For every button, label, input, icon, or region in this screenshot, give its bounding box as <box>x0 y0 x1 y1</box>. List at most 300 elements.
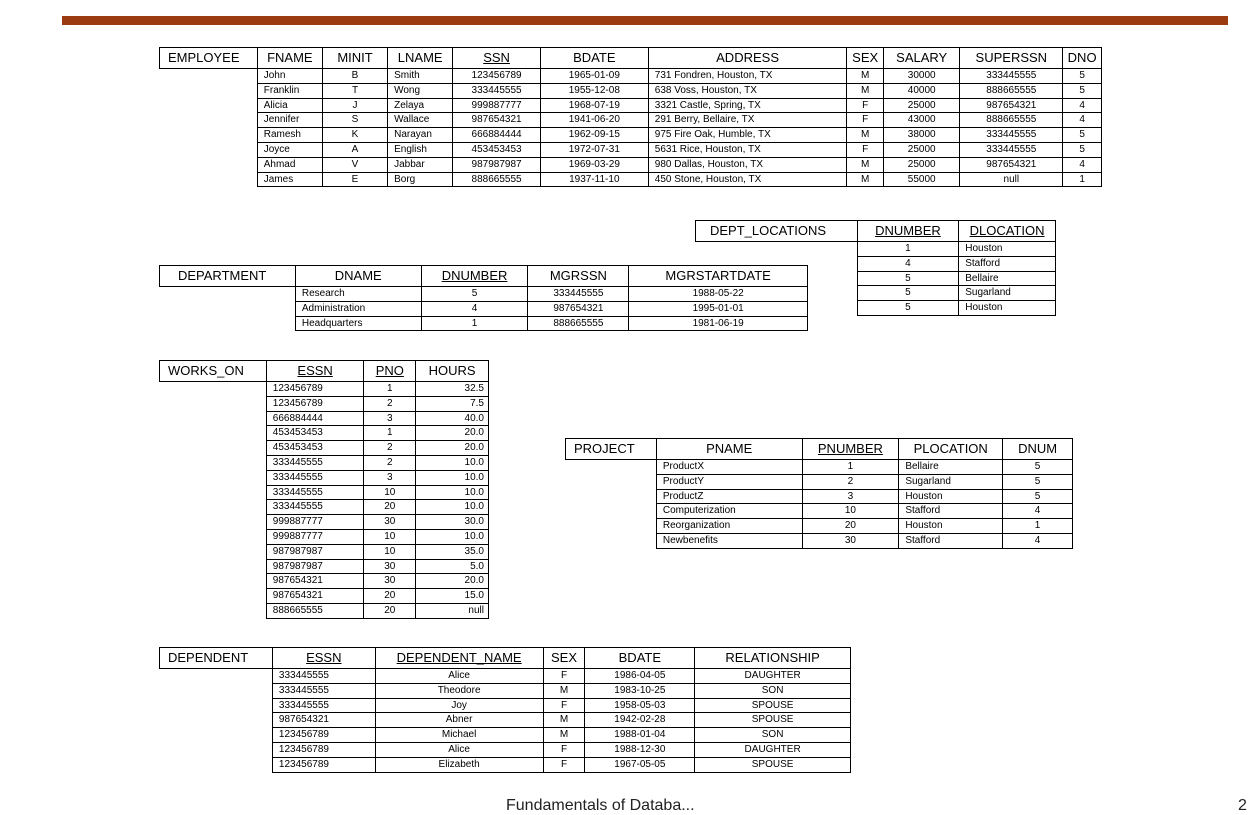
column-header-key: DLOCATION <box>959 221 1056 242</box>
works-on-rows <box>160 382 489 619</box>
table-cell: 731 Fondren, Houston, TX <box>648 69 847 84</box>
table-cell: 4 <box>1003 504 1073 519</box>
table-cell: F <box>847 98 884 113</box>
table-cell: 333445555 <box>266 485 364 500</box>
table-row <box>566 489 1073 504</box>
table-cell: 1983-10-25 <box>585 683 695 698</box>
table-cell: 10 <box>364 544 416 559</box>
column-header-key: SSN <box>453 48 541 69</box>
table-cell: Houston <box>899 489 1003 504</box>
table-cell: M <box>847 172 884 187</box>
table-cell: 2 <box>364 396 416 411</box>
project-table <box>565 438 1073 549</box>
table-cell: Theodore <box>375 683 543 698</box>
row-spacer <box>160 713 273 728</box>
table-row <box>160 382 489 397</box>
column-header: DNUM <box>1003 439 1073 460</box>
table-cell: 888665555 <box>453 172 541 187</box>
table-cell: 638 Voss, Houston, TX <box>648 83 847 98</box>
table-row <box>160 142 1102 157</box>
row-spacer <box>160 574 267 589</box>
table-cell: DAUGHTER <box>695 669 851 684</box>
table-row <box>160 559 489 574</box>
table-cell: K <box>322 128 387 143</box>
table-cell: 1958-05-03 <box>585 698 695 713</box>
table-cell: ProductZ <box>656 489 802 504</box>
department-rows <box>160 287 808 331</box>
table-cell: 999887777 <box>453 98 541 113</box>
table-row <box>160 485 489 500</box>
page-number: 2 <box>1238 797 1247 814</box>
table-cell: F <box>543 757 585 772</box>
row-spacer <box>160 113 258 128</box>
table-cell: B <box>322 69 387 84</box>
table-cell: Stafford <box>899 533 1003 548</box>
table-cell: M <box>847 157 884 172</box>
table-row <box>160 470 489 485</box>
table-cell: SPOUSE <box>695 698 851 713</box>
table-cell: 333445555 <box>960 69 1063 84</box>
row-spacer <box>566 504 657 519</box>
table-cell: 5 <box>1063 142 1102 157</box>
table-cell: T <box>322 83 387 98</box>
table-cell: 333445555 <box>528 287 629 302</box>
column-header-key: ESSN <box>266 361 364 382</box>
employee-table <box>159 47 1102 187</box>
table-cell: SON <box>695 728 851 743</box>
table-cell: 4 <box>1063 98 1102 113</box>
table-cell: 1967-05-05 <box>585 757 695 772</box>
table-cell: A <box>322 142 387 157</box>
table-cell: M <box>543 683 585 698</box>
row-spacer <box>160 470 267 485</box>
row-spacer <box>160 441 267 456</box>
dependent-rows <box>160 669 851 773</box>
row-spacer <box>160 529 267 544</box>
table-cell: Alice <box>375 669 543 684</box>
row-spacer <box>160 485 267 500</box>
dependent-table <box>159 647 851 773</box>
table-cell: 5 <box>1003 460 1073 475</box>
table-cell: V <box>322 157 387 172</box>
table-cell: Zelaya <box>388 98 453 113</box>
table-cell: 888665555 <box>528 316 629 331</box>
table-cell: 333445555 <box>266 500 364 515</box>
table-cell: 2 <box>364 441 416 456</box>
table-cell: 975 Fire Oak, Humble, TX <box>648 128 847 143</box>
table-cell: Computerization <box>656 504 802 519</box>
table-cell: 1972-07-31 <box>540 142 648 157</box>
column-header: DNAME <box>295 266 421 287</box>
table-cell: 30 <box>364 515 416 530</box>
row-spacer <box>160 142 258 157</box>
table-row <box>160 113 1102 128</box>
table-cell: 333445555 <box>272 698 375 713</box>
table-cell: 7.5 <box>416 396 489 411</box>
column-header-key: DNUMBER <box>857 221 959 242</box>
table-cell: Ahmad <box>257 157 322 172</box>
table-cell: 20 <box>364 500 416 515</box>
table-cell: 5 <box>421 287 528 302</box>
table-cell: 333445555 <box>272 683 375 698</box>
table-row <box>696 242 1056 257</box>
table-cell: Elizabeth <box>375 757 543 772</box>
table-cell: Franklin <box>257 83 322 98</box>
table-cell: 987654321 <box>960 157 1063 172</box>
row-spacer <box>160 411 267 426</box>
table-row <box>160 69 1102 84</box>
row-spacer <box>160 128 258 143</box>
table-cell: 40000 <box>884 83 960 98</box>
table-cell: Stafford <box>959 256 1056 271</box>
table-cell: 10.0 <box>416 500 489 515</box>
table-cell: 20.0 <box>416 426 489 441</box>
table-cell: Houston <box>959 242 1056 257</box>
table-row <box>160 396 489 411</box>
table-cell: 123456789 <box>272 728 375 743</box>
column-header-key: DEPENDENT_NAME <box>375 648 543 669</box>
table-cell: M <box>847 83 884 98</box>
row-spacer <box>160 98 258 113</box>
table-cell: 1942-02-28 <box>585 713 695 728</box>
table-cell: 10 <box>802 504 899 519</box>
project-rows <box>566 460 1073 549</box>
table-cell: SON <box>695 683 851 698</box>
column-header-key: DNUMBER <box>421 266 528 287</box>
table-cell: null <box>960 172 1063 187</box>
table-cell: 30 <box>364 559 416 574</box>
table-cell: 3 <box>364 470 416 485</box>
table-cell: Jabbar <box>388 157 453 172</box>
relation-name: DEPARTMENT <box>160 266 296 287</box>
table-cell: 20.0 <box>416 574 489 589</box>
row-spacer <box>160 500 267 515</box>
table-row <box>160 426 489 441</box>
row-spacer <box>566 519 657 534</box>
row-spacer <box>160 603 267 618</box>
table-cell: 123456789 <box>453 69 541 84</box>
table-cell: 4 <box>1063 157 1102 172</box>
table-row <box>566 533 1073 548</box>
table-cell: 999887777 <box>266 515 364 530</box>
table-cell: Reorganization <box>656 519 802 534</box>
row-spacer <box>160 382 267 397</box>
table-cell: 4 <box>1003 533 1073 548</box>
table-row <box>160 574 489 589</box>
column-header: MGRSTARTDATE <box>629 266 808 287</box>
table-cell: 1937-11-10 <box>540 172 648 187</box>
table-cell: 453453453 <box>266 441 364 456</box>
relation-name: WORKS_ON <box>160 361 267 382</box>
table-cell: 30 <box>802 533 899 548</box>
table-cell: 333445555 <box>266 470 364 485</box>
row-spacer <box>160 698 273 713</box>
table-cell: 20 <box>802 519 899 534</box>
row-spacer <box>160 172 258 187</box>
table-cell: 5 <box>1003 489 1073 504</box>
table-cell: 25000 <box>884 157 960 172</box>
table-cell: Jennifer <box>257 113 322 128</box>
table-cell: 453453453 <box>453 142 541 157</box>
row-spacer <box>160 69 258 84</box>
column-header-key: PNUMBER <box>802 439 899 460</box>
table-cell: 5 <box>1063 83 1102 98</box>
table-cell: 25000 <box>884 98 960 113</box>
table-cell: 30000 <box>884 69 960 84</box>
table-cell: M <box>543 713 585 728</box>
table-cell: J <box>322 98 387 113</box>
table-cell: 1981-06-19 <box>629 316 808 331</box>
table-cell: 25000 <box>884 142 960 157</box>
table-row <box>160 728 851 743</box>
table-cell: 10.0 <box>416 470 489 485</box>
table-cell: null <box>416 603 489 618</box>
column-header: SALARY <box>884 48 960 69</box>
table-cell: 5 <box>857 286 959 301</box>
table-cell: 1986-04-05 <box>585 669 695 684</box>
table-cell: 20 <box>364 589 416 604</box>
table-cell: 123456789 <box>272 742 375 757</box>
table-cell: F <box>847 113 884 128</box>
table-cell: English <box>388 142 453 157</box>
table-cell: 888665555 <box>266 603 364 618</box>
table-cell: Narayan <box>388 128 453 143</box>
table-cell: 453453453 <box>266 426 364 441</box>
column-header: RELATIONSHIP <box>695 648 851 669</box>
table-row <box>160 316 808 331</box>
table-cell: F <box>847 142 884 157</box>
table-cell: 987654321 <box>266 589 364 604</box>
table-row <box>160 698 851 713</box>
table-cell: SPOUSE <box>695 713 851 728</box>
table-cell: 1 <box>857 242 959 257</box>
table-cell: 333445555 <box>272 669 375 684</box>
table-row <box>160 455 489 470</box>
table-cell: 10.0 <box>416 455 489 470</box>
table-cell: 40.0 <box>416 411 489 426</box>
table-cell: Alicia <box>257 98 322 113</box>
row-spacer <box>160 157 258 172</box>
table-row <box>160 411 489 426</box>
column-header: PNAME <box>656 439 802 460</box>
table-cell: Administration <box>295 301 421 316</box>
row-spacer <box>160 396 267 411</box>
row-spacer <box>160 426 267 441</box>
table-cell: 1 <box>364 382 416 397</box>
table-cell: 888665555 <box>960 83 1063 98</box>
table-cell: Headquarters <box>295 316 421 331</box>
table-cell: 888665555 <box>960 113 1063 128</box>
table-cell: Bellaire <box>959 271 1056 286</box>
table-cell: Michael <box>375 728 543 743</box>
table-row <box>160 589 489 604</box>
table-cell: 1955-12-08 <box>540 83 648 98</box>
table-cell: 20 <box>364 603 416 618</box>
column-header: SEX <box>847 48 884 69</box>
table-cell: 10.0 <box>416 529 489 544</box>
table-cell: 123456789 <box>272 757 375 772</box>
table-cell: 5 <box>1063 128 1102 143</box>
column-header: MINIT <box>322 48 387 69</box>
table-cell: Sugarland <box>959 286 1056 301</box>
table-cell: 999887777 <box>266 529 364 544</box>
table-cell: M <box>543 728 585 743</box>
table-cell: 123456789 <box>266 382 364 397</box>
table-cell: 123456789 <box>266 396 364 411</box>
table-cell: 4 <box>857 256 959 271</box>
table-cell: E <box>322 172 387 187</box>
table-cell: 1 <box>802 460 899 475</box>
table-cell: 1 <box>364 426 416 441</box>
table-cell: 4 <box>1063 113 1102 128</box>
table-row <box>160 98 1102 113</box>
row-spacer <box>160 589 267 604</box>
row-spacer <box>696 242 858 257</box>
table-row <box>160 441 489 456</box>
table-row <box>160 287 808 302</box>
row-spacer <box>160 742 273 757</box>
column-header: PLOCATION <box>899 439 1003 460</box>
table-row <box>566 504 1073 519</box>
column-header: MGRSSN <box>528 266 629 287</box>
table-cell: 987987987 <box>266 544 364 559</box>
table-cell: Houston <box>959 301 1056 316</box>
row-spacer <box>566 460 657 475</box>
table-cell: James <box>257 172 322 187</box>
row-spacer <box>566 533 657 548</box>
table-cell: Newbenefits <box>656 533 802 548</box>
table-row <box>160 742 851 757</box>
row-spacer <box>566 489 657 504</box>
table-row <box>160 83 1102 98</box>
row-spacer <box>160 683 273 698</box>
table-row <box>160 529 489 544</box>
table-cell: 5.0 <box>416 559 489 574</box>
column-header: SUPERSSN <box>960 48 1063 69</box>
table-row <box>160 683 851 698</box>
row-spacer <box>160 559 267 574</box>
table-cell: 1969-03-29 <box>540 157 648 172</box>
table-cell: 38000 <box>884 128 960 143</box>
table-cell: 987654321 <box>272 713 375 728</box>
table-cell: 1 <box>1063 172 1102 187</box>
table-cell: 1965-01-09 <box>540 69 648 84</box>
table-cell: Abner <box>375 713 543 728</box>
table-cell: Borg <box>388 172 453 187</box>
table-row <box>160 500 489 515</box>
table-row <box>160 603 489 618</box>
table-cell: SPOUSE <box>695 757 851 772</box>
table-cell: 666884444 <box>453 128 541 143</box>
column-header: BDATE <box>540 48 648 69</box>
table-cell: 3 <box>802 489 899 504</box>
row-spacer <box>160 728 273 743</box>
row-spacer <box>160 669 273 684</box>
column-header-key: ESSN <box>272 648 375 669</box>
row-spacer <box>566 474 657 489</box>
table-cell: 10 <box>364 529 416 544</box>
table-cell: 2 <box>364 455 416 470</box>
table-row <box>160 128 1102 143</box>
table-cell: S <box>322 113 387 128</box>
table-cell: F <box>543 669 585 684</box>
table-cell: 5631 Rice, Houston, TX <box>648 142 847 157</box>
table-cell: 450 Stone, Houston, TX <box>648 172 847 187</box>
row-spacer <box>160 757 273 772</box>
row-spacer <box>160 455 267 470</box>
table-cell: 4 <box>421 301 528 316</box>
table-cell: 10.0 <box>416 485 489 500</box>
table-cell: 3321 Castle, Spring, TX <box>648 98 847 113</box>
table-cell: ProductY <box>656 474 802 489</box>
table-cell: 987654321 <box>453 113 541 128</box>
table-cell: 1 <box>1003 519 1073 534</box>
table-cell: DAUGHTER <box>695 742 851 757</box>
table-cell: 1988-05-22 <box>629 287 808 302</box>
table-cell: Joy <box>375 698 543 713</box>
table-cell: 987654321 <box>528 301 629 316</box>
row-spacer <box>160 301 296 316</box>
table-cell: 5 <box>857 271 959 286</box>
table-cell: 20.0 <box>416 441 489 456</box>
table-cell: 30.0 <box>416 515 489 530</box>
table-cell: ProductX <box>656 460 802 475</box>
table-cell: 666884444 <box>266 411 364 426</box>
table-cell: 333445555 <box>266 455 364 470</box>
column-header: SEX <box>543 648 585 669</box>
column-header: DNO <box>1063 48 1102 69</box>
table-cell: 5 <box>1063 69 1102 84</box>
works-on-table <box>159 360 489 619</box>
table-cell: John <box>257 69 322 84</box>
table-cell: 35.0 <box>416 544 489 559</box>
table-cell: 987654321 <box>960 98 1063 113</box>
table-cell: 987654321 <box>266 574 364 589</box>
table-cell: 5 <box>857 301 959 316</box>
employee-rows <box>160 69 1102 187</box>
table-row <box>160 669 851 684</box>
table-cell: 5 <box>1003 474 1073 489</box>
table-cell: 1968-07-19 <box>540 98 648 113</box>
table-cell: 10 <box>364 485 416 500</box>
table-cell: Joyce <box>257 142 322 157</box>
column-header: LNAME <box>388 48 453 69</box>
table-cell: 333445555 <box>960 142 1063 157</box>
row-spacer <box>160 515 267 530</box>
table-row <box>160 172 1102 187</box>
table-row <box>566 474 1073 489</box>
table-cell: M <box>847 128 884 143</box>
table-row <box>160 515 489 530</box>
table-row <box>160 757 851 772</box>
table-cell: Ramesh <box>257 128 322 143</box>
table-cell: 1988-12-30 <box>585 742 695 757</box>
table-cell: 1941-06-20 <box>540 113 648 128</box>
table-cell: 987987987 <box>453 157 541 172</box>
table-cell: 987987987 <box>266 559 364 574</box>
column-header: HOURS <box>416 361 489 382</box>
table-cell: 32.5 <box>416 382 489 397</box>
relation-name: DEPENDENT <box>160 648 273 669</box>
table-row <box>160 544 489 559</box>
table-row <box>566 460 1073 475</box>
relation-name: DEPT_LOCATIONS <box>696 221 858 242</box>
relation-name: EMPLOYEE <box>160 48 258 69</box>
table-cell: F <box>543 698 585 713</box>
table-row <box>160 157 1102 172</box>
table-cell: 1995-01-01 <box>629 301 808 316</box>
table-cell: 1988-01-04 <box>585 728 695 743</box>
